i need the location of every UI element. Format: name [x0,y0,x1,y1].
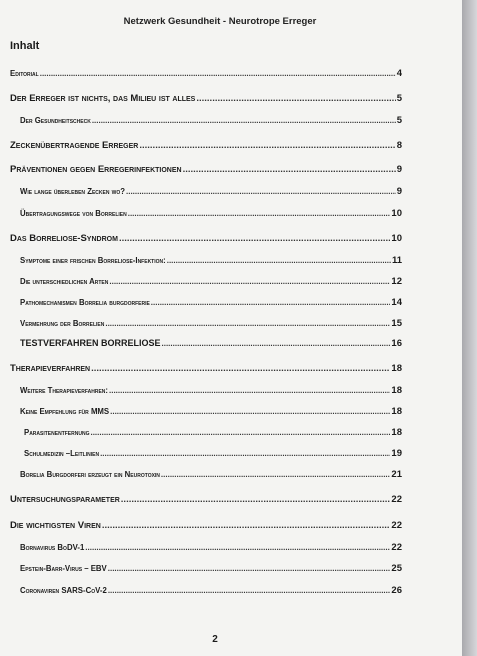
toc-entry-page: 25 [391,563,402,574]
toc-entry-untersuchungsparameter[interactable] [10,494,402,508]
toc-title: Inhalt [10,40,40,52]
toc-dot-leader [92,116,396,125]
toc-entry-parasitenentfernung[interactable] [24,427,402,441]
toc-entry-vermehrung[interactable] [20,318,402,332]
toc-entry-coronaviren[interactable] [20,585,402,599]
toc-entry-page: 10 [391,233,402,244]
toc-entry-page: 15 [391,318,402,329]
toc-dot-leader [196,93,395,104]
toc-entry-page: 18 [391,385,402,396]
toc-entry-editorial[interactable] [10,68,402,82]
running-header: Netzwerk Gesundheit - Neurotrope Erreger [123,16,317,27]
toc-entry-label: Das Borreliose-Syndrom [10,233,118,244]
toc-entry-page: 9 [396,164,402,175]
toc-entry-page: 26 [391,585,402,596]
toc-entry-label: Pathomechanismen Borrelia burgdorferie [20,298,150,307]
toc-entry-neurotoxin[interactable] [20,469,402,483]
toc-entry-page: 5 [396,115,402,126]
page-number: 2 [212,634,218,645]
toc-entry-page: 18 [391,363,402,374]
toc-entry-zecken-ueberleben[interactable] [20,186,402,200]
toc-entry-page: 4 [396,68,402,79]
toc-entry-page: 9 [396,186,402,197]
toc-entry-label: Coronaviren SARS-CoV-2 [20,586,107,595]
toc-entry-page: 5 [396,93,402,104]
toc-entry-label: Die wichtigsten Viren [10,520,101,531]
toc-entry-page: 21 [391,469,402,480]
toc-entry-bornavirus[interactable] [20,542,402,556]
toc-entry-page: 14 [391,297,402,308]
toc-dot-leader [100,449,390,458]
toc-entry-borreliose-syndrom[interactable] [10,233,402,247]
toc-dot-leader [108,564,391,573]
toc-entry-label: Zeckenübertragende Erreger [10,140,139,151]
toc-dot-leader [183,164,396,175]
toc-entry-label: Parasitenentfernung [24,428,90,437]
toc-entry-label: Symptome einer frischen Borreliose-Infektion: [20,256,166,265]
toc-entry-label: Wie lange überleben Zecken wo? [20,187,125,196]
toc-entry-keine-empfehlung-mms[interactable] [20,406,402,420]
toc-dot-leader [90,428,390,437]
toc-entry-label: Schulmedizin –Leitlinien [24,449,100,458]
toc-entry-epstein-barr[interactable] [20,563,402,577]
toc-entry-label: Untersuchungsparameter [10,494,120,505]
toc-entry-label: Präventionen gegen Erregerinfektionen [10,164,182,175]
toc-entry-page: 22 [391,520,402,531]
toc-entry-label: Weitere Therapieverfahren: [20,386,109,395]
toc-dot-leader [121,494,391,505]
toc-entry-page: 18 [391,406,402,417]
toc-entry-page: 11 [391,255,402,266]
toc-dot-leader [162,339,391,348]
toc-entry-gesundheitscheck[interactable] [20,115,402,129]
toc-entry-label: Keine Empfehlung für MMS [20,407,110,416]
toc-dot-leader [109,277,390,286]
toc-entry-pathomechanismen[interactable] [20,297,402,311]
toc-dot-leader [119,233,390,244]
toc-entry-page: 10 [391,208,402,219]
toc-dot-leader [167,256,391,265]
toc-entry-symptome[interactable] [20,255,402,269]
toc-entry-therapieverfahren[interactable] [10,363,402,377]
page-edge-shadow [462,0,477,656]
toc-entry-label: Übertragungswege von Borrelien [20,209,127,218]
toc-dot-leader [102,520,391,531]
toc-dot-leader [108,586,391,595]
toc-entry-label: Editorial [10,69,39,78]
toc-entry-label: Der Gesundheitscheck [20,116,91,125]
toc-entry-page: 12 [391,276,402,287]
toc-entry-label: Bornavirus BoDV-1 [20,543,85,552]
toc-entry-page: 19 [391,448,402,459]
toc-entry-label: Die unterschiedlichen Arten [20,277,109,286]
toc-entry-label: Vermehrung der Borrelien [20,319,105,328]
toc-dot-leader [110,407,390,416]
toc-entry-uebertragungswege[interactable] [20,208,402,222]
toc-entry-page: 16 [391,338,402,349]
toc-entry-label: Borelia Burgdorferi erzeugt ein Neurotoxin [20,470,160,479]
toc-dot-leader [161,470,391,479]
toc-entry-arten[interactable] [20,276,402,290]
toc-entry-label: Therapieverfahren [10,363,91,374]
toc-entry-weitere-therapieverfahren[interactable] [20,385,402,399]
toc-dot-leader [40,69,396,78]
toc-entry-page: 18 [391,427,402,438]
toc-entry-page: 22 [391,494,402,505]
toc-dot-leader [151,298,391,307]
toc-dot-leader [91,363,390,374]
toc-entry-label: Der Erreger ist nichts, das Milieu ist alles [10,93,196,104]
toc-entry-wichtigste-viren[interactable] [10,520,402,534]
toc-entry-erreger-milieu[interactable] [10,93,402,107]
toc-entry-schulmedizin-leitlinien[interactable] [24,448,402,462]
toc-entry-label: Epstein-Barr-Virus – EBV [20,564,107,573]
toc-entry-page: 8 [396,140,402,151]
toc-dot-leader [126,187,396,196]
toc-entry-page: 22 [391,542,402,553]
toc-dot-leader [128,209,391,218]
toc-dot-leader [109,386,390,395]
toc-dot-leader [139,140,395,151]
toc-entry-label: TESTVERFAHREN BORRELIOSE [20,338,161,348]
toc-entry-zeckenuebertragende-erreger[interactable] [10,140,402,154]
toc-dot-leader [105,319,390,328]
toc-dot-leader [85,543,390,552]
toc-entry-praeventionen[interactable] [10,164,402,178]
toc-entry-testverfahren[interactable] [20,338,402,352]
